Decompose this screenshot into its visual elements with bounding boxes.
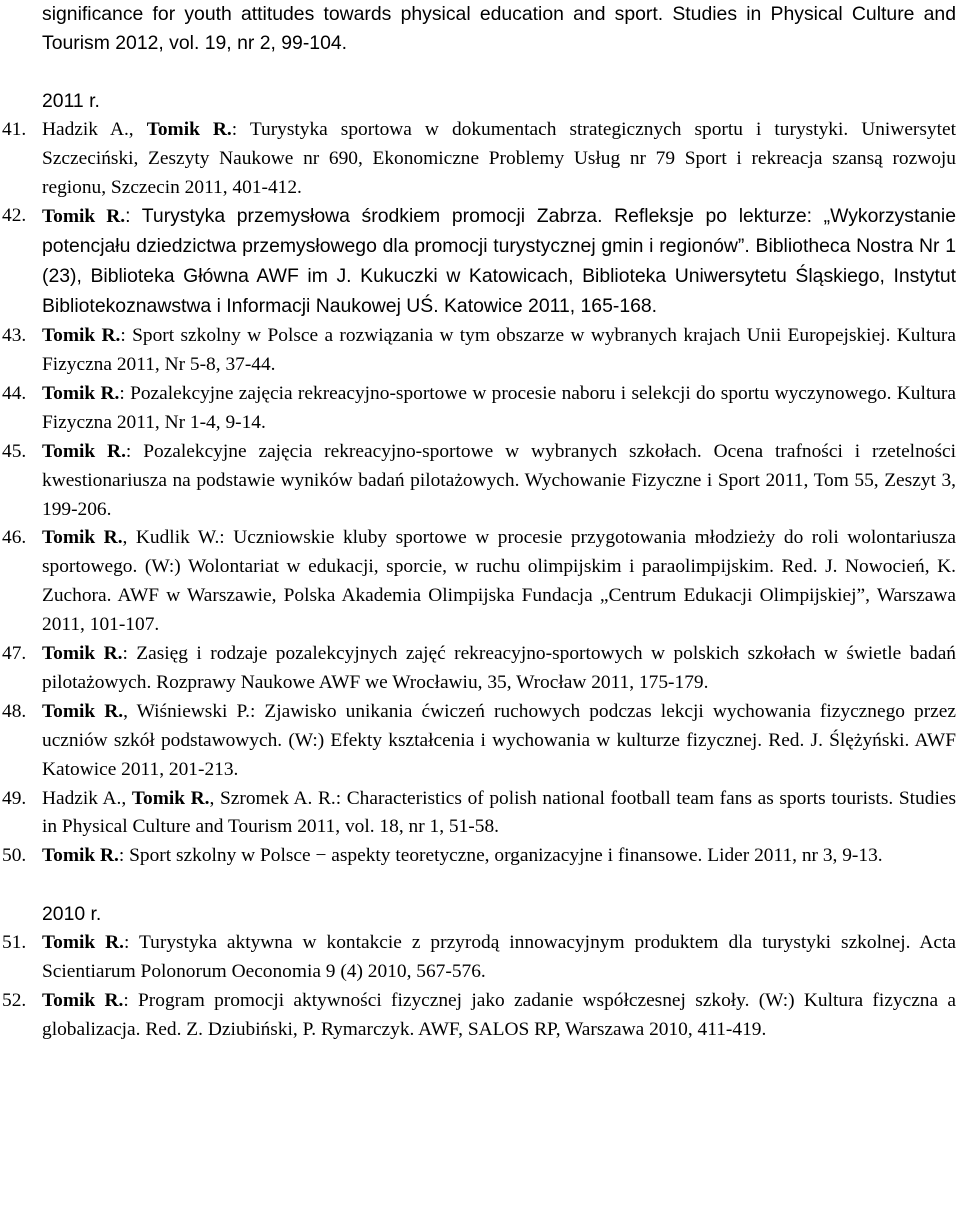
entry-text: : Turystyka aktywna w kontakcie z przyrodą innowacyjnym produktem dla turystyki szkolnej. Acta Scientiarum Polonorum Oeconomia 9 (4) 2010, 567-576. — [42, 932, 956, 983]
reference-entry — [2, 987, 957, 1045]
spacer — [42, 871, 956, 900]
entry-author: Tomik R. — [42, 845, 119, 867]
entry-text: : Pozalekcyjne zajęcia rekreacyjno-sportowe w procesie naboru i selekcji do sportu wyczynowego. Kultura Fizyczna 2011, Nr 1-4, 9-14. — [42, 382, 956, 433]
entry-text: , Wiśniewski P.: Zjawisko unikania ćwiczeń ruchowych podczas lekcji wychowania fizycznego przez uczniów szkół podstawowych. (W:) Efekty kształcenia i wychowania w kulturze fizycznej. Red. J. Ślężyński. AWF Katowice 2011, 201-213. — [42, 700, 957, 780]
entry-author: Tomik R. — [42, 990, 124, 1011]
reference-entry — [2, 116, 957, 203]
entry-number: 51. — [2, 932, 27, 954]
entry-number: 45. — [2, 440, 27, 462]
entry-author: Tomik R. — [42, 700, 124, 722]
reference-entry — [2, 698, 957, 785]
reference-entry — [2, 524, 956, 640]
entry-text: : Program promocji aktywności fizycznej jako zadanie współczesnej szkoły. (W:) Kultura fizyczna a globalizacja. Red. Z. Dziubiński, P. Rymarczyk. AWF, SALOS RP, Warszawa 2010, 411-419. — [42, 990, 957, 1040]
reference-entry — [2, 438, 956, 525]
entry-author: Tomik R. — [146, 118, 232, 140]
reference-entry — [2, 202, 956, 322]
entry-number: 44. — [2, 382, 27, 404]
entry-text: : Turystyka przemysłowa środkiem promocji Zabrza. Refleksje po lekturze: „Wykorzystanie potencjału dziedzictwa przemysłowego dla promocji turystycznej gmin i regionów”. Bibliotheca Nostra Nr 1 (23), Biblioteka Główna AWF im J. Kukuczki w Katowicach, Biblioteka Uniwersytetu Śląskiego, Instytut Bibliotekoznawstwa i Informacji Naukowej UŚ. Katowice 2011, 165-168. — [42, 205, 956, 318]
reference-entry — [2, 785, 957, 843]
entry-coauthors: Hadzik A., — [42, 118, 147, 140]
entry-author: Tomik R. — [42, 527, 123, 549]
entry-number: 42. — [2, 205, 27, 227]
entry-author: Tomik R. — [42, 440, 126, 462]
entry-number: 47. — [2, 643, 27, 665]
entry-text: : Pozalekcyjne zajęcia rekreacyjno-sportowe w wybranych szkołach. Ocena trafności i rzetelności kwestionariusza na podstawie wyników badań pilotażowych. Wychowanie Fizyczne i Sport 2011, Tom 55, Zeszyt 3, 199-206. — [42, 440, 956, 520]
entry-author: Tomik R. — [131, 787, 210, 809]
reference-entry — [2, 929, 956, 987]
entry-number: 41. — [2, 118, 27, 140]
entry-text: : Sport szkolny w Polsce a rozwiązania w tym obszarze w wybranych krajach Unii Europejskiej. Kultura Fizyczna 2011, Nr 5-8, 37-44. — [42, 325, 956, 375]
entry-text: : Turystyka sportowa w dokumentach strategicznych sportu i turystyki. Uniwersytet Szczeciński, Zeszyty Naukowe nr 690, Ekonomiczne Problemy Usług nr 79 Sport i rekreacja szansą rozwoju regionu, Szczecin 2011, 401-412. — [42, 118, 957, 198]
year-heading-2010: 2010 r. — [42, 903, 102, 926]
entry-text: , Kudlik W.: Uczniowskie kluby sportowe w procesie przygotowania młodzieży do roli wolontariusza sportowego. (W:) Wolontariat w edukacji, sporcie, w ruchu olimpijskim i paraolimpijskim. Red. J. Nowocień, K. Zuchora. AWF w Warszawie, Polska Akademia Olimpijska Fundacja „Centrum Edukacji Olimpijskiej”, Warszawa 2011, 101-107. — [42, 527, 956, 636]
spacer — [42, 58, 956, 87]
entry-number: 49. — [2, 787, 27, 809]
reference-entry — [2, 640, 956, 698]
entry-number: 43. — [2, 325, 27, 347]
entry-number: 48. — [2, 700, 27, 722]
entry-coauthors: Hadzik A., — [42, 787, 132, 809]
reference-entry — [2, 380, 956, 438]
reference-entry — [2, 322, 956, 380]
entry-author: Tomik R. — [42, 382, 120, 404]
entry-number: 46. — [2, 527, 27, 549]
entry-number: 50. — [2, 845, 27, 867]
intro-continuation: significance for youth attitudes towards physical education and sport. Studies in Physical Culture and Tourism 2012, vol. 19, nr 2, 99-104. — [42, 3, 956, 54]
entry-text: : Zasięg i rodzaje pozalekcyjnych zajęć rekreacyjno-sportowych w polskich szkołach w świetle badań pilotażowych. Rozprawy Naukowe AWF we Wrocławiu, 35, Wrocław 2011, 175-179. — [42, 643, 956, 693]
entry-author: Tomik R. — [42, 325, 121, 347]
reference-entry — [2, 842, 956, 871]
year-heading-2011: 2011 r. — [42, 89, 100, 112]
entry-number: 52. — [2, 990, 27, 1011]
entry-author: Tomik R. — [42, 643, 123, 665]
entry-author: Tomik R. — [42, 932, 124, 954]
entry-text: : Sport szkolny w Polsce − aspekty teoretyczne, organizacyjne i finansowe. Lider 2011, nr 3, 9-13. — [118, 845, 883, 867]
entry-author: Tomik R. — [42, 206, 126, 228]
entry-text: , Szromek A. R.: Characteristics of polish national football team fans as sports tourists. Studies in Physical Culture and Tourism 2011, vol. 18, nr 1, 51-58. — [42, 787, 957, 838]
